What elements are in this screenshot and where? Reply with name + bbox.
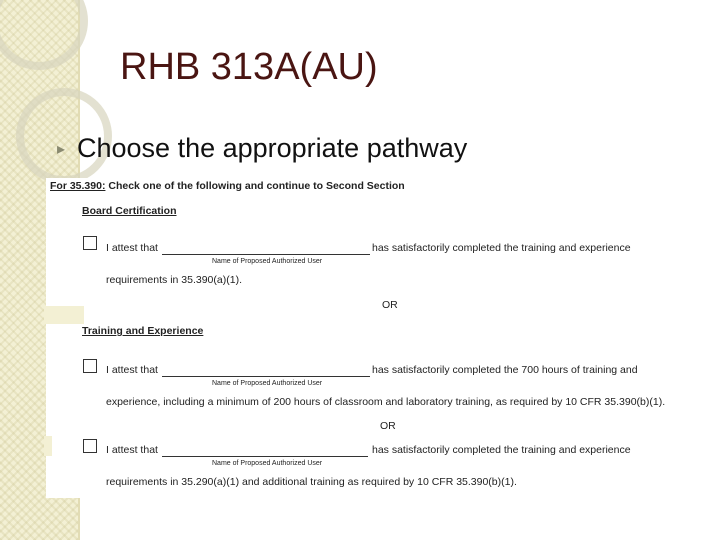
te-experience-text: experience, including a minimum of 200 hours of classroom and laboratory training, as required by 10 CFR 35.390(b)(1). [106, 396, 666, 408]
form-header [50, 180, 405, 192]
board-name-caption: Name of Proposed Authorized User [212, 258, 323, 265]
image-gap [44, 306, 84, 324]
board-completed-text: has satisfactorily completed the training and experience [372, 242, 631, 254]
or-separator: OR [382, 299, 398, 311]
training-experience-heading: Training and Experience [82, 325, 204, 337]
te-name-caption: Name of Proposed Authorized User [212, 380, 323, 387]
bullet-icon: ▸ [57, 140, 66, 158]
form-header-prefix: For 35.390: [50, 180, 106, 192]
board-attest-text: I attest that [106, 242, 158, 254]
third-requirements-text: requirements in 35.290(a)(1) and additional training as required by 10 CFR 35.390(b)(1). [106, 476, 517, 488]
board-requirements-text: requirements in 35.390(a)(1). [106, 274, 242, 286]
third-pathway-checkbox[interactable] [83, 439, 97, 453]
te-name-line [162, 376, 370, 377]
training-experience-checkbox[interactable] [83, 359, 97, 373]
slide-title: RHB 313A(AU) [120, 46, 378, 88]
bullet-text: Choose the appropriate pathway [77, 133, 468, 163]
board-name-line [162, 254, 370, 255]
third-attest-text: I attest that [106, 444, 158, 456]
board-certification-heading: Board Certification [82, 205, 177, 217]
third-completed-text: has satisfactorily completed the training and experience [372, 444, 631, 456]
form-header-text: Check one of the following and continue to Second Section [105, 180, 405, 192]
third-name-line [162, 456, 368, 457]
image-gap [44, 436, 52, 456]
te-completed-text: has satisfactorily completed the 700 hours of training and [372, 364, 638, 376]
bullet-item [57, 133, 467, 164]
te-attest-text: I attest that [106, 364, 158, 376]
form-excerpt-image [46, 178, 696, 498]
or-separator: OR [380, 420, 396, 432]
board-certification-checkbox[interactable] [83, 236, 97, 250]
third-name-caption: Name of Proposed Authorized User [212, 460, 323, 467]
